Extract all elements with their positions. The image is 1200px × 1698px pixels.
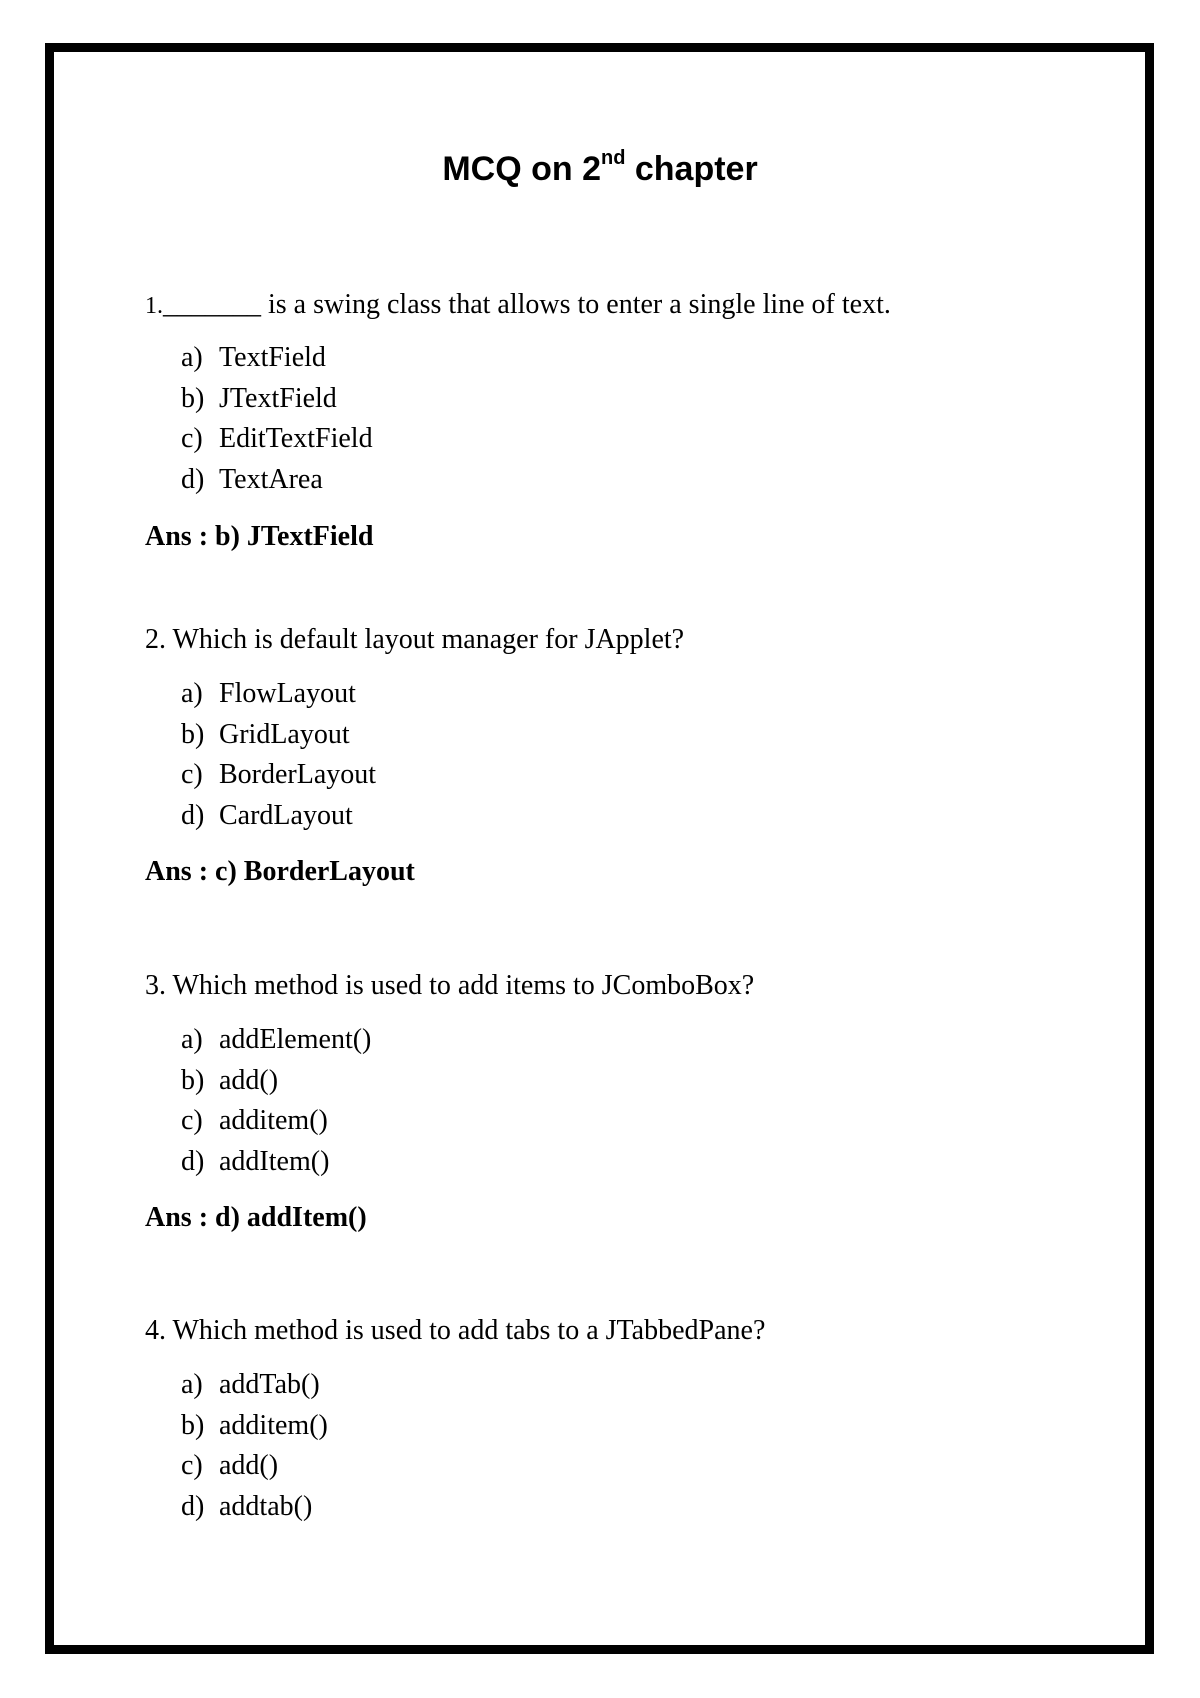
option-label: d) — [181, 799, 205, 831]
option-text: additem() — [219, 1409, 328, 1441]
option-d — [181, 796, 376, 837]
question-number: 4. — [145, 1315, 166, 1346]
option-label: b) — [181, 1064, 205, 1096]
option-text: addTab() — [219, 1369, 320, 1400]
option-text: BorderLayout — [219, 759, 377, 790]
option-label: d) — [181, 1145, 205, 1177]
question-4 — [145, 1314, 765, 1348]
option-label: c) — [181, 1105, 203, 1136]
answer-3: Ans : d) addItem() — [145, 1202, 367, 1233]
option-a — [181, 1020, 371, 1061]
question-number: 2. — [145, 624, 166, 655]
title-main: MCQ on 2 — [442, 150, 601, 188]
options-list-4 — [181, 1365, 328, 1527]
question-number: 1. — [145, 293, 163, 319]
option-c — [181, 755, 376, 796]
options-list-3 — [181, 1020, 371, 1182]
option-text: addItem() — [219, 1145, 330, 1177]
question-text: Which is default layout manager for JApplet? — [166, 624, 685, 655]
option-text: CardLayout — [219, 799, 353, 831]
title-superscript: nd — [600, 146, 626, 169]
option-b — [181, 379, 373, 420]
question-2 — [145, 623, 684, 657]
option-a — [181, 338, 373, 379]
question-text: Which method is used to add items to JComboBox? — [166, 970, 755, 1001]
option-label: a) — [181, 1024, 203, 1055]
option-label: c) — [181, 1450, 203, 1481]
option-label: b) — [181, 1409, 205, 1441]
option-text: addtab() — [219, 1490, 313, 1522]
title-tail: chapter — [625, 150, 758, 188]
question-text: Which method is used to add tabs to a JTabbedPane? — [166, 1315, 766, 1346]
option-b — [181, 1061, 371, 1102]
option-d — [181, 1142, 371, 1183]
option-label: c) — [181, 423, 203, 454]
question-1 — [145, 288, 891, 323]
option-d — [181, 460, 373, 501]
answer-2: Ans : c) BorderLayout — [145, 856, 415, 887]
answer-1: Ans : b) JTextField — [145, 521, 374, 552]
option-text: TextArea — [219, 463, 323, 495]
option-text: EditTextField — [219, 423, 373, 454]
question-3 — [145, 969, 754, 1003]
option-label: a) — [181, 1369, 203, 1400]
option-text: TextField — [219, 342, 326, 373]
option-text: add() — [219, 1064, 279, 1096]
option-label: b) — [181, 382, 205, 414]
option-label: d) — [181, 463, 205, 495]
option-b — [181, 1406, 328, 1447]
page-title — [0, 146, 1200, 189]
option-text: add() — [219, 1450, 279, 1481]
option-a — [181, 674, 376, 715]
option-d — [181, 1487, 328, 1528]
options-list-1 — [181, 338, 373, 500]
options-list-2 — [181, 674, 376, 836]
option-text: addElement() — [219, 1024, 372, 1055]
option-label: b) — [181, 718, 205, 750]
option-label: c) — [181, 759, 203, 790]
option-c — [181, 1446, 328, 1487]
option-label: a) — [181, 342, 203, 373]
option-c — [181, 1101, 371, 1142]
option-text: GridLayout — [219, 718, 350, 750]
option-a — [181, 1365, 328, 1406]
question-number: 3. — [145, 970, 166, 1001]
option-label: a) — [181, 678, 203, 709]
option-b — [181, 715, 376, 756]
option-c — [181, 419, 373, 460]
question-text: _______ is a swing class that allows to enter a single line of text. — [163, 289, 891, 320]
option-text: JTextField — [219, 382, 337, 414]
option-text: FlowLayout — [219, 678, 356, 709]
option-text: additem() — [219, 1105, 328, 1136]
option-label: d) — [181, 1490, 205, 1522]
